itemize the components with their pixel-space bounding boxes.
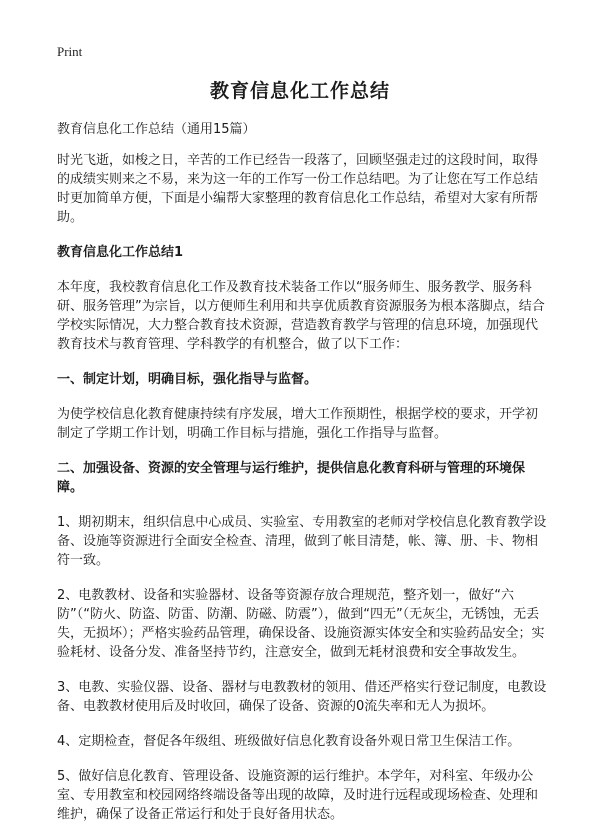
page-title: 教育信息化工作总结 [209, 80, 390, 102]
list-item: 3、电教、实验仪器、设备、器材与电教教材的领用、借还严格实行登记制度，电教设备、电教教材使用后及时收回，确保了设备、资源的0流失率和无人为损坏。 [57, 680, 547, 714]
list-item: 5、做好信息化教育、管理设备、设施资源的运行维护。本学年，对科室、年级办公室、专用教室和校园网络终端设备等出现的故障，及时进行远程或现场检查、处理和维护，确保了设备正常运行和处于良好备用状态。 [57, 769, 539, 822]
heading-1: 一、制定计划，明确目标，强化指导与监督。 [57, 372, 318, 387]
section-title: 教育信息化工作总结1 [57, 245, 184, 260]
document-body [57, 120, 550, 840]
list-item: 1、期初期末，组织信息中心成员、实验室、专用教室的老师对学校信息化教育教学设备、设施等资源进行全面安全检查、清理，做到了帐目清楚，帐、簿、册、卡、物相符一致。 [57, 515, 547, 568]
document-subtitle: 教育信息化工作总结（通用15篇） [57, 122, 256, 137]
print-link[interactable]: Print [57, 44, 83, 59]
list-item: 4、定期检查，督促各年级组、班级做好信息化教育设备外观日常卫生保洁工作。 [57, 734, 521, 749]
intro-paragraph: 时光飞逝，如梭之日，辛苦的工作已经告一段落了，回顾坚强走过的这段时间，取得的成绩实则来之不易，来为这一年的工作写一份工作总结吧。为了让您在写工作总结时更加简单方便，下面是小编帮大家整理的教育信息化工作总结，希望对大家有所帮助。 [57, 153, 539, 225]
paragraph-1: 为使学校信息化教育健康持续有序发展，增大工作预期性，根据学校的要求，开学初制定了学期工作计划，明确工作目标与措施，强化工作指导与监督。 [57, 407, 539, 441]
section-intro-paragraph: 本年度，我校教育信息化工作及教育技术装备工作以“服务师生、服务教学、服务科研、服务管理”为宗旨，以方便师生利用和共享优质教育资源服务为根本落脚点，结合学校实际情况，大力整合教育技术资源，营造教育教学与管理的信息环境，加强现代教育技术与教育管理、学科教学的有机整合，做了以下工作： [57, 280, 545, 352]
heading-2: 二、加强设备、资源的安全管理与运行维护，提供信息化教育科研与管理的环境保障。 [57, 461, 526, 495]
list-item: 2、电教教材、设备和实验器材、设备等资源存放合理规范，整齐划一，做好“六防”（“防火、防盗、防雷、防潮、防磁、防震”），做到“四无”（无灰尘，无锈蚀，无丢失，无损坏）；严格实验药品管理，确保设备、设施资源实体安全和实验药品安全；实验耗材、设备分发、准备坚持节约，注意安全，做到无耗材浪费和安全事故发生。 [57, 588, 545, 660]
